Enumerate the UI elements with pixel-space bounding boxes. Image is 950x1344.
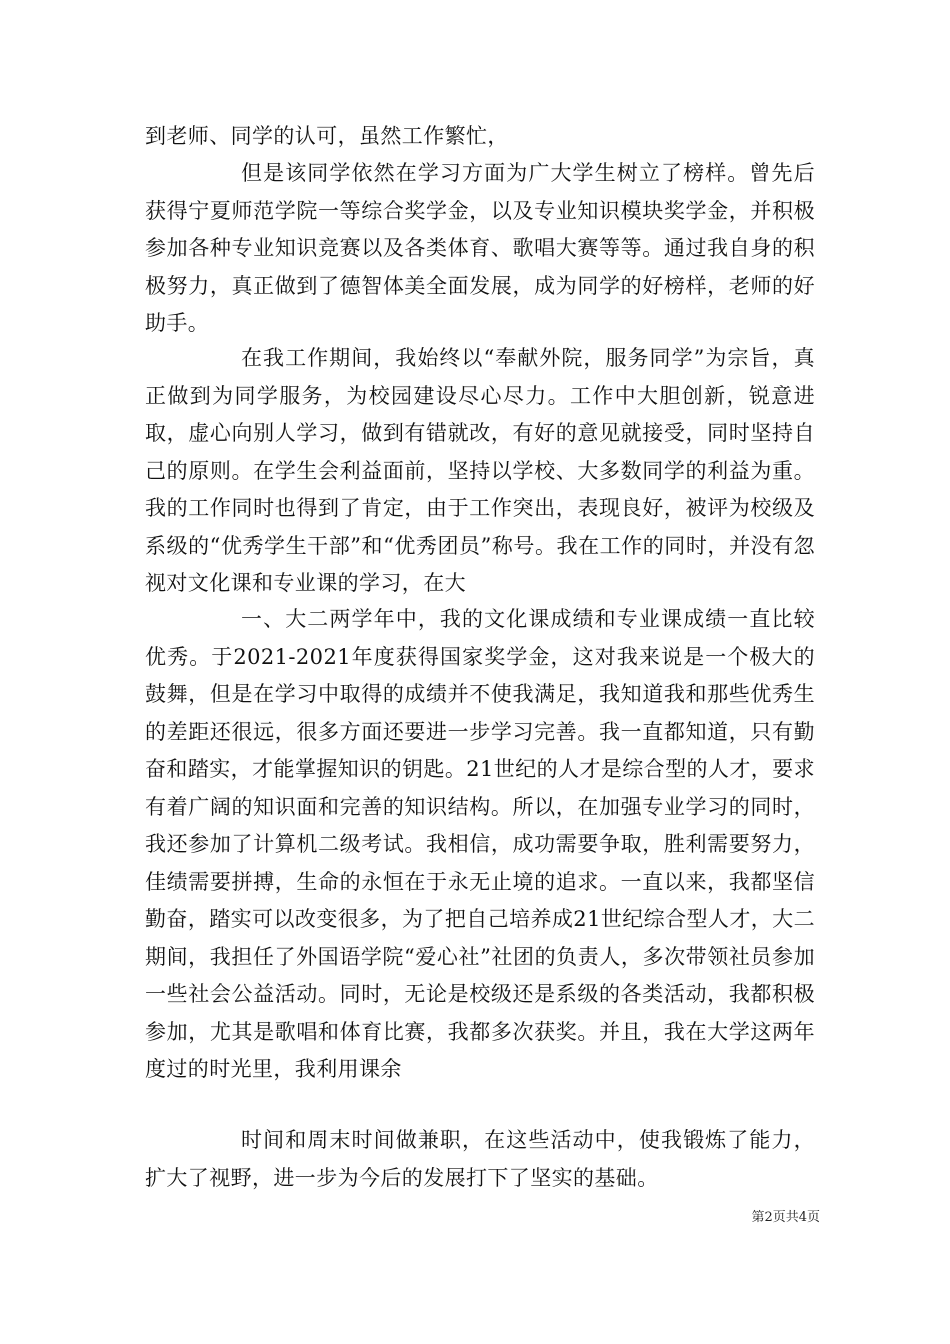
paragraph-5: 时间和周末时间做兼职，在这些活动中，使我锻炼了能力，扩大了视野，进一步为今后的发展打下了坚实的基础。: [145, 1128, 815, 1190]
paragraph-4: 一、大二两学年中，我的文化课成绩和专业课成绩一直比较优秀。于2021-2021年度获得国家奖学金，这对我来说是一个极大的鼓舞，但是在学习中取得的成绩并不使我满足，我知道我和那些优秀生的差距还很远，很多方面还要进一步学习完善。我一直都知道，只有勤奋和踏实，才能掌握知识的钥匙。21世纪的人才是综合型的人才，要求有着广阔的知识面和完善的知识结构。所以，在加强专业学习的同时，我还参加了计算机二级考试。我相信，成功需要争取，胜利需要努力，佳绩需要拼搏，生命的永恒在于永无止境的追求。一直以来，我都坚信勤奋，踏实可以改变很多，为了把自己培养成21世纪综合型人才，大二期间，我担任了外国语学院“爱心社”社团的负责人，多次带领社员参加一些社会公益活动。同时，无论是校级还是系级的各类活动，我都积极参加，尤其是歌唱和体育比赛，我都多次获奖。并且，我在大学这两年度过的时光里，我利用课余: [145, 607, 815, 1081]
page-number: 第2页共4页: [751, 1210, 820, 1225]
paragraph-1: 到老师、同学的认可，虽然工作繁忙，: [145, 124, 509, 148]
paragraph-2: 但是该同学依然在学习方面为广大学生树立了榜样。曾先后获得宁夏师范学院一等综合奖学金，以及专业知识模块奖学金，并积极参加各种专业知识竞赛以及各类体育、歌唱大赛等等。通过我自身的积极努力，真正做到了德智体美全面发展，成为同学的好榜样，老师的好助手。: [145, 161, 815, 335]
paragraph-3: 在我工作期间，我始终以“奉献外院，服务同学”为宗旨，真正做到为同学服务，为校园建设尽心尽力。工作中大胆创新，锐意进取，虚心向别人学习，做到有错就改，有好的意见就接受，同时坚持自己的原则。在学生会利益面前，坚持以学校、大多数同学的利益为重。我的工作同时也得到了肯定，由于工作突出，表现良好，被评为校级及系级的“优秀学生干部”和“优秀团员”称号。我在工作的同时，并没有忽视对文化课和专业课的学习，在大: [145, 346, 815, 595]
